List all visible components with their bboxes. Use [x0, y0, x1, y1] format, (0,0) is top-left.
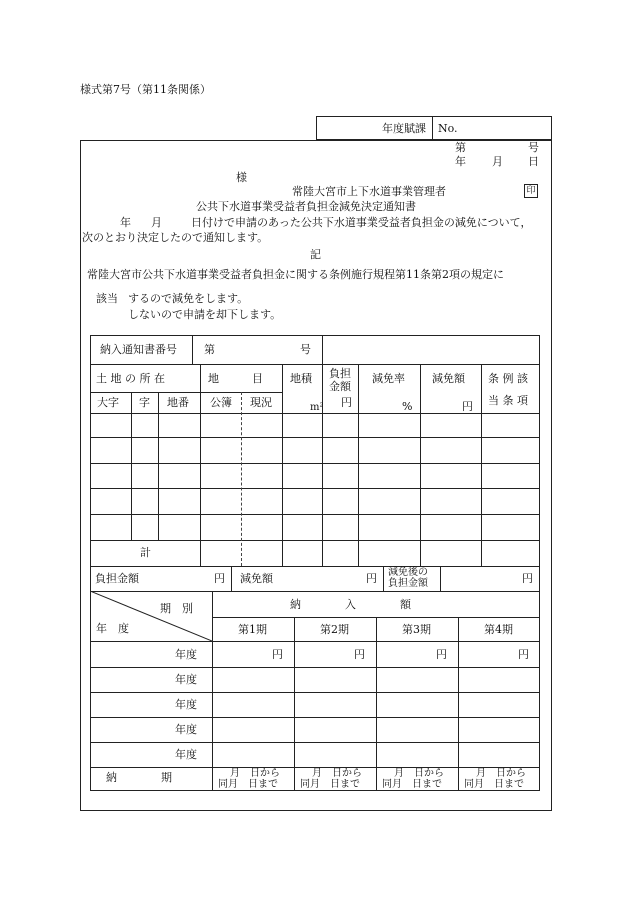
after-reduction-label-1: 減免後の: [388, 567, 428, 578]
period-3-unit: 円: [436, 648, 447, 661]
aza-header: 字: [139, 396, 150, 409]
year-row-5-label: 年度: [175, 748, 197, 761]
year-row-3-label: 年度: [175, 698, 197, 711]
reduction-rate-header: 減免率: [372, 372, 405, 385]
due-2-to: 同月 日まで: [300, 779, 360, 790]
registered-header: 公簿: [210, 396, 232, 409]
reduction-amount-header: 減免額: [432, 372, 465, 385]
year-row-2-label: 年度: [175, 673, 197, 686]
due-1-to: 同月 日まで: [218, 779, 278, 790]
option-approve: するので減免をします。: [128, 292, 249, 305]
due-4-to: 同月 日まで: [464, 779, 524, 790]
period-4-header: 第4期: [484, 623, 513, 636]
area-unit: m²: [310, 402, 324, 413]
land-location-header: 土 地 の 所 在: [96, 372, 165, 385]
period-2-header: 第2期: [320, 623, 349, 636]
reduction-unit: 円: [462, 400, 473, 413]
body-line2: 次のとおり決定したので通知します。: [82, 231, 269, 244]
reduction-total-label: 減免額: [240, 572, 273, 585]
total-label: 計: [140, 546, 151, 559]
document-title: 公共下水道事業受益者負担金減免決定通知書: [196, 200, 416, 213]
receipt-divider: [432, 116, 433, 140]
charge-total-unit: 円: [214, 572, 225, 585]
after-reduction-unit: 円: [522, 572, 533, 585]
ki-mark: 記: [310, 248, 321, 261]
date-month: 月: [492, 155, 503, 168]
form-number: 様式第7号（第11条関係）: [80, 83, 211, 96]
due-2-from: 月 日から: [312, 768, 362, 779]
date-day: 日: [528, 155, 539, 168]
seal-stamp: 印: [524, 184, 538, 198]
due-3-from: 月 日から: [394, 768, 444, 779]
ordinance-clause-header-2: 当 条 項: [488, 394, 528, 407]
option-reject: しないので申請を却下します。: [128, 308, 282, 321]
payment-amount-header: 納 入 額: [290, 598, 411, 611]
year-row-4-label: 年度: [175, 723, 197, 736]
due-4-from: 月 日から: [476, 768, 526, 779]
period-2-unit: 円: [354, 648, 365, 661]
period-4-unit: 円: [518, 648, 529, 661]
oaza-header: 大字: [97, 396, 119, 409]
due-3-to: 同月 日まで: [382, 779, 442, 790]
charge-total-label: 負担金額: [95, 572, 139, 585]
period-header: 期 別: [160, 602, 193, 615]
ordinance-clause-header-1: 条 例 該: [488, 372, 528, 385]
receipt-box: [316, 116, 552, 140]
charge-amount-header-2: 金額: [329, 380, 351, 393]
after-reduction-label-2: 負担金額: [388, 578, 428, 589]
recipient-sama: 様: [236, 171, 247, 184]
rate-unit: %: [402, 400, 413, 413]
receipt-no-label: No.: [438, 122, 458, 135]
notice-number-go: 号: [300, 343, 311, 356]
period-1-header: 第1期: [238, 623, 267, 636]
body-line3: 常陸大宮市公共下水道事業受益者負担金に関する条例施行規程第11条第2項の規定に: [87, 268, 504, 281]
doc-number-go: 号: [528, 141, 539, 154]
receipt-year-label: 年度賦課: [382, 122, 426, 135]
notice-number-dai: 第: [204, 343, 215, 356]
body-month: 月: [151, 216, 162, 229]
land-category-header: 地 目: [208, 372, 263, 385]
doc-number-dai: 第: [455, 141, 466, 154]
actual-header: 現況: [250, 396, 272, 409]
land-area-header: 地積: [290, 372, 312, 385]
charge-amount-header-1: 負担: [329, 367, 351, 380]
body-line1: 日付けで申請のあった公共下水道事業受益者負担金の減免について，: [191, 216, 532, 229]
year-row-1-label: 年度: [175, 648, 197, 661]
notice-number-label: 納入通知書番号: [100, 343, 177, 356]
chiban-header: 地番: [167, 396, 189, 409]
gaito-label: 該当: [96, 292, 118, 305]
due-date-label: 納 期: [106, 771, 172, 784]
due-1-from: 月 日から: [230, 768, 280, 779]
year-header: 年 度: [96, 622, 129, 635]
reduction-total-unit: 円: [366, 572, 377, 585]
period-1-unit: 円: [272, 648, 283, 661]
date-year: 年: [455, 155, 466, 168]
sender-name: 常陸大宮市上下水道事業管理者: [292, 185, 446, 198]
body-year: 年: [120, 216, 131, 229]
charge-unit: 円: [341, 396, 352, 409]
period-3-header: 第3期: [402, 623, 431, 636]
